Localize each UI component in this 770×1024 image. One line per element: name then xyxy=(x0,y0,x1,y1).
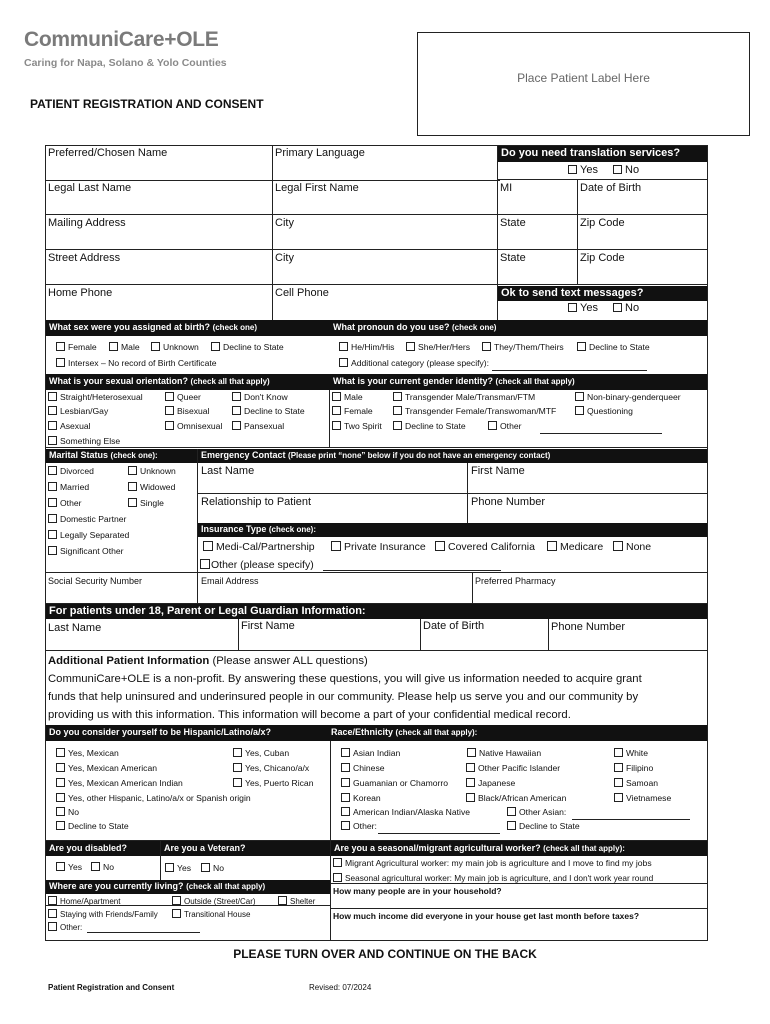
cell-phone-label: Cell Phone xyxy=(275,287,329,299)
form-title: PATIENT REGISTRATION AND CONSENT xyxy=(30,97,264,111)
emergency-last-name-label: Last Name xyxy=(201,465,255,477)
race-decline-label: Decline to State xyxy=(519,821,580,831)
pronoun-she-option[interactable] xyxy=(406,342,470,352)
living-other-option[interactable] xyxy=(48,922,82,932)
orientation-omnisexual-option[interactable] xyxy=(165,421,222,431)
marital-widowed-option[interactable] xyxy=(128,482,175,492)
seasonal-header-note: (check all that apply): xyxy=(543,844,625,853)
marital-unknown-label: Unknown xyxy=(140,466,176,476)
gender-other-line[interactable] xyxy=(540,433,662,434)
hispanic-chicano-option[interactable] xyxy=(233,763,309,773)
sex-male-label: Male xyxy=(121,342,140,352)
hispanic-mex-american-label: Yes, Mexican American xyxy=(68,763,158,773)
footer-form-name: Patient Registration and Consent xyxy=(48,983,175,992)
marital-unknown-option[interactable] xyxy=(128,466,176,476)
race-chinese-option[interactable] xyxy=(341,763,385,773)
gender-trans-female-option[interactable] xyxy=(393,406,556,416)
race-header-note: (check all that apply): xyxy=(395,728,478,737)
street-zip-label: Zip Code xyxy=(580,252,625,264)
orientation-header-note: (check all that apply) xyxy=(190,377,270,386)
hispanic-cuban-label: Yes, Cuban xyxy=(245,748,290,758)
marital-separated-label: Legally Separated xyxy=(60,530,130,540)
sex-decline-option[interactable] xyxy=(211,342,284,352)
additional-info-paragraph xyxy=(48,652,708,724)
insurance-medical-label: Medi-Cal/Partnership xyxy=(216,541,315,553)
pharmacy-label: Preferred Pharmacy xyxy=(475,576,556,586)
gender-header-text: What is your current gender identity? xyxy=(333,376,494,386)
race-korean-option[interactable] xyxy=(341,793,381,803)
race-header-text: Race/Ethnicity xyxy=(331,727,394,737)
emergency-relationship-label: Relationship to Patient xyxy=(201,496,312,508)
translation-no-option[interactable] xyxy=(613,164,639,176)
race-korean-label: Korean xyxy=(353,793,381,803)
gender-nonbinary-option[interactable] xyxy=(575,392,681,402)
insurance-covered-option[interactable] xyxy=(435,541,535,553)
pronoun-he-option[interactable] xyxy=(339,342,394,352)
marital-significant-option[interactable] xyxy=(48,546,124,556)
gender-other-label: Other xyxy=(500,421,522,431)
guardian-phone-label: Phone Number xyxy=(551,621,625,633)
gender-trans-female-label: Transgender Female/Transwoman/MTF xyxy=(405,406,557,416)
race-white-label: White xyxy=(626,748,648,758)
seasonal-migrant-option[interactable] xyxy=(333,858,652,868)
living-transitional-option[interactable] xyxy=(172,909,250,919)
hispanic-other-label: Yes, other Hispanic, Latino/a/x or Spanish origin xyxy=(68,793,251,803)
sex-header-text: What sex were you assigned at birth? xyxy=(49,322,211,332)
hispanic-cuban-option[interactable] xyxy=(233,748,289,758)
hispanic-race-header xyxy=(46,725,707,741)
emergency-first-name-label: First Name xyxy=(471,465,525,477)
pronoun-they-option[interactable] xyxy=(482,342,564,352)
race-native-option[interactable] xyxy=(341,807,470,817)
insurance-header-note: (check one): xyxy=(268,525,316,534)
insurance-none-option[interactable] xyxy=(613,541,651,553)
guardian-last-name-label: Last Name xyxy=(48,622,102,634)
insurance-medicare-option[interactable] xyxy=(547,541,603,553)
gender-two-spirit-label: Two Spirit xyxy=(344,421,382,431)
mailing-city-label: City xyxy=(275,217,294,229)
insurance-other-option[interactable] xyxy=(200,559,314,571)
pronoun-he-label: He/Him/His xyxy=(351,342,395,352)
living-shelter-option[interactable] xyxy=(278,896,315,906)
living-header-note: (check all that apply) xyxy=(186,882,266,891)
org-tagline: Caring for Napa, Solano & Yolo Counties xyxy=(24,57,227,69)
race-asian-indian-option[interactable] xyxy=(341,748,400,758)
marital-divorced-label: Divorced xyxy=(60,466,94,476)
orientation-pansexual-label: Pansexual xyxy=(244,421,285,431)
footer-revised: Revised: 07/2024 xyxy=(309,983,372,992)
hispanic-mex-indian-option[interactable] xyxy=(56,778,183,788)
translation-question: Do you need translation services? xyxy=(498,146,707,162)
translation-yes-label: Yes xyxy=(580,164,598,176)
pronoun-header-text: What pronoun do you use? xyxy=(333,322,450,332)
insurance-other-label: Other (please specify) xyxy=(211,559,314,571)
sex-unknown-option[interactable] xyxy=(151,342,199,352)
veteran-no-option[interactable] xyxy=(201,863,224,873)
hispanic-no-option[interactable] xyxy=(56,807,79,817)
legal-first-name-label: Legal First Name xyxy=(275,182,359,194)
sex-female-option[interactable] xyxy=(56,342,97,352)
orientation-lesbian-option[interactable] xyxy=(48,406,108,416)
orientation-gender-header xyxy=(46,374,707,390)
text-yes-label: Yes xyxy=(580,302,598,314)
seasonal-header-text: Are you a seasonal/migrant agricultural worker? xyxy=(334,843,541,853)
race-pacific-option[interactable] xyxy=(466,763,560,773)
race-vietnamese-option[interactable] xyxy=(614,793,671,803)
hispanic-puerto-option[interactable] xyxy=(233,778,313,788)
race-filipino-label: Filipino xyxy=(626,763,654,773)
marital-domestic-label: Domestic Partner xyxy=(60,514,127,524)
street-address-label: Street Address xyxy=(48,252,121,264)
gender-questioning-option[interactable] xyxy=(575,406,633,416)
emergency-header-note: (Please print “none” below if you do not have an emergency contact) xyxy=(288,451,551,460)
pronoun-she-label: She/Her/Hers xyxy=(418,342,471,352)
orientation-else-option[interactable] xyxy=(48,436,120,446)
living-home-option[interactable] xyxy=(48,896,120,906)
living-outside-label: Outside (Street/Car) xyxy=(184,897,256,906)
additional-info-line-1: CommuniCare+OLE is a non-profit. By answering these questions, you will give us information needed to acquire grant xyxy=(48,673,642,685)
hispanic-chicano-label: Yes, Chicano/a/x xyxy=(245,763,310,773)
additional-info-line-2: funds that help uninsured and underinsured people in our community. Please help us serve you and our community by xyxy=(48,691,639,703)
race-other-asian-label: Other Asian: xyxy=(519,807,567,817)
race-guam-option[interactable] xyxy=(341,778,448,788)
race-other-option[interactable] xyxy=(341,821,377,831)
text-yes-option[interactable] xyxy=(568,302,598,314)
gender-male-label: Male xyxy=(344,392,363,402)
living-other-label: Other: xyxy=(60,923,83,932)
primary-language-label: Primary Language xyxy=(275,147,365,159)
living-home-label: Home/Apartment xyxy=(60,897,121,906)
guardian-first-name-label: First Name xyxy=(241,620,295,632)
insurance-header-text: Insurance Type xyxy=(201,524,267,534)
dob-label: Date of Birth xyxy=(580,182,642,194)
hispanic-decline-option[interactable] xyxy=(56,821,129,831)
orientation-asexual-option[interactable] xyxy=(48,421,91,431)
race-header xyxy=(331,727,477,737)
text-no-label: No xyxy=(625,302,640,314)
pronoun-decline-label: Decline to State xyxy=(589,342,650,352)
living-transitional-label: Transitional House xyxy=(184,910,251,919)
seasonal-seasonal-label: Seasonal agricultural worker: My main job is agriculture, and I don't work year round xyxy=(345,873,654,883)
race-guam-label: Guamanian or Chamorro xyxy=(353,778,449,788)
hispanic-no-label: No xyxy=(68,807,79,817)
race-other-asian-line[interactable] xyxy=(572,819,690,820)
legal-last-name-label: Legal Last Name xyxy=(48,182,132,194)
turn-over-notice: PLEASE TURN OVER AND CONTINUE ON THE BACK xyxy=(233,947,537,961)
race-black-option[interactable] xyxy=(466,793,566,803)
marital-significant-label: Significant Other xyxy=(60,546,124,556)
race-japanese-label: Japanese xyxy=(478,778,516,788)
additional-info-line-3: providing us with this information. This information will become a part of your confidential medical record. xyxy=(48,709,571,721)
marital-header-text: Marital Status xyxy=(49,450,109,460)
orientation-decline-label: Decline to State xyxy=(244,406,305,416)
race-japanese-option[interactable] xyxy=(466,778,515,788)
insurance-medical-option[interactable] xyxy=(203,541,315,553)
orientation-decline-option[interactable] xyxy=(232,406,305,416)
disabled-no-option[interactable] xyxy=(91,862,114,872)
gender-two-spirit-option[interactable] xyxy=(332,421,382,431)
gender-female-option[interactable] xyxy=(332,406,373,416)
orientation-queer-label: Queer xyxy=(177,392,201,402)
orientation-straight-label: Straight/Heterosexual xyxy=(60,392,143,402)
race-hawaiian-label: Native Hawaiian xyxy=(479,748,542,758)
disabled-yes-option[interactable] xyxy=(56,862,82,872)
living-shelter-label: Shelter xyxy=(290,897,316,906)
text-no-option[interactable] xyxy=(613,302,639,314)
pronoun-additional-option[interactable] xyxy=(339,358,489,368)
sex-intersex-option[interactable] xyxy=(56,358,217,368)
race-other-asian-option[interactable] xyxy=(507,807,566,817)
orientation-header-text: What is your sexual orientation? xyxy=(49,376,189,386)
additional-info-title: Additional Patient Information xyxy=(48,655,210,667)
race-samoan-option[interactable] xyxy=(614,778,658,788)
orientation-asexual-label: Asexual xyxy=(60,421,91,431)
emergency-header-text: Emergency Contact xyxy=(201,450,286,460)
hispanic-other-option[interactable] xyxy=(56,793,251,803)
orientation-lesbian-label: Lesbian/Gay xyxy=(60,406,109,416)
sex-intersex-label: Intersex – No record of Birth Certificate xyxy=(68,358,217,368)
marital-header xyxy=(46,449,197,463)
orientation-pansexual-option[interactable] xyxy=(232,421,284,431)
pronoun-decline-option[interactable] xyxy=(577,342,650,352)
race-chinese-label: Chinese xyxy=(353,763,385,773)
disabled-header: Are you disabled? xyxy=(46,841,160,856)
preferred-name-label: Preferred/Chosen Name xyxy=(48,147,168,159)
orientation-queer-option[interactable] xyxy=(165,392,201,402)
street-state-label: State xyxy=(500,252,526,264)
race-vietnamese-label: Vietnamese xyxy=(626,793,672,803)
pronoun-additional-line[interactable] xyxy=(492,370,647,371)
race-other-line[interactable] xyxy=(378,833,500,834)
living-header xyxy=(46,880,330,894)
translation-no-label: No xyxy=(625,164,640,176)
marital-separated-option[interactable] xyxy=(48,530,129,540)
race-other-label: Other: xyxy=(353,821,377,831)
living-friends-option[interactable] xyxy=(48,909,158,919)
living-other-line[interactable] xyxy=(87,932,200,933)
mailing-address-label: Mailing Address xyxy=(48,217,126,229)
race-black-label: Black/African American xyxy=(478,793,567,803)
race-native-label: American Indian/Alaska Native xyxy=(353,807,471,817)
mi-label: MI xyxy=(500,182,513,194)
sex-pronoun-header xyxy=(46,320,707,336)
hispanic-decline-label: Decline to State xyxy=(68,821,129,831)
marital-married-label: Married xyxy=(60,482,90,492)
emergency-header xyxy=(198,449,707,463)
gender-nonbinary-label: Non-binary-genderqueer xyxy=(587,392,681,402)
hispanic-mexican-option[interactable] xyxy=(56,748,119,758)
sex-male-option[interactable] xyxy=(109,342,140,352)
insurance-private-option[interactable] xyxy=(331,541,426,553)
marital-widowed-label: Widowed xyxy=(140,482,176,492)
veteran-no-label: No xyxy=(213,863,224,873)
insurance-none-label: None xyxy=(626,541,652,553)
living-friends-label: Staying with Friends/Family xyxy=(60,910,158,919)
gender-header xyxy=(333,376,575,386)
insurance-header xyxy=(198,523,707,537)
orientation-omnisexual-label: Omnisexual xyxy=(177,421,223,431)
seasonal-seasonal-option[interactable] xyxy=(333,873,653,883)
seasonal-migrant-label: Migrant Agricultural worker: my main job is agriculture and I move to find my jobs xyxy=(345,858,652,868)
sex-female-label: Female xyxy=(68,342,97,352)
sex-decline-label: Decline to State xyxy=(223,342,284,352)
mailing-state-label: State xyxy=(500,217,526,229)
orientation-bisexual-option[interactable] xyxy=(165,406,209,416)
sex-header-note: (check one) xyxy=(212,323,258,332)
marital-other-option[interactable] xyxy=(48,498,82,508)
org-logo-name: CommuniCare+OLE xyxy=(24,28,219,51)
insurance-medicare-label: Medicare xyxy=(560,541,604,553)
pronoun-they-label: They/Them/Theirs xyxy=(494,342,564,352)
gender-trans-male-option[interactable] xyxy=(393,392,535,402)
gender-female-label: Female xyxy=(344,406,373,416)
insurance-covered-label: Covered California xyxy=(448,541,535,553)
marital-header-note: (check one): xyxy=(110,451,158,460)
guardian-header: For patients under 18, Parent or Legal Guardian Information: xyxy=(46,604,707,619)
hispanic-mex-indian-label: Yes, Mexican American Indian xyxy=(68,778,183,788)
marital-domestic-option[interactable] xyxy=(48,514,126,524)
gender-other-option[interactable] xyxy=(488,421,522,431)
marital-divorced-option[interactable] xyxy=(48,466,94,476)
race-decline-option[interactable] xyxy=(507,821,580,831)
label-placeholder: Place Patient Label Here xyxy=(517,71,650,85)
gender-questioning-label: Questioning xyxy=(587,406,633,416)
hispanic-mex-american-option[interactable] xyxy=(56,763,157,773)
pronoun-header-note: (check one) xyxy=(452,323,497,332)
translation-yes-option[interactable] xyxy=(568,164,598,176)
race-white-option[interactable] xyxy=(614,748,648,758)
hispanic-header-text: Do you consider yourself to be Hispanic/Latino/a/x? xyxy=(49,727,272,737)
mailing-zip-label: Zip Code xyxy=(580,217,625,229)
orientation-dont-know-option[interactable] xyxy=(232,392,288,402)
hispanic-mexican-label: Yes, Mexican xyxy=(68,748,119,758)
gender-header-note: (check all that apply) xyxy=(495,377,575,386)
email-label: Email Address xyxy=(201,576,259,586)
gender-decline-label: Decline to State xyxy=(405,421,466,431)
race-asian-indian-label: Asian Indian xyxy=(353,748,401,758)
text-messages-question: Ok to send text messages? xyxy=(498,286,707,301)
disabled-yes-label: Yes xyxy=(68,862,83,872)
orientation-dont-know-label: Don't Know xyxy=(244,392,288,402)
marital-single-option[interactable] xyxy=(128,498,164,508)
orientation-else-label: Something Else xyxy=(60,436,121,446)
orientation-bisexual-label: Bisexual xyxy=(177,406,210,416)
veteran-yes-option[interactable] xyxy=(165,863,191,873)
veteran-yes-label: Yes xyxy=(177,863,192,873)
patient-label-box xyxy=(417,32,750,136)
race-filipino-option[interactable] xyxy=(614,763,653,773)
ssn-label: Social Security Number xyxy=(48,576,143,586)
disabled-no-label: No xyxy=(103,862,114,872)
insurance-other-line[interactable] xyxy=(323,570,501,571)
race-samoan-label: Samoan xyxy=(626,778,659,788)
race-hawaiian-option[interactable] xyxy=(467,748,541,758)
marital-other-label: Other xyxy=(60,498,82,508)
gender-decline-option[interactable] xyxy=(393,421,466,431)
pronoun-additional-label: Additional category (please specify): xyxy=(351,358,490,368)
marital-married-option[interactable] xyxy=(48,482,89,492)
sex-unknown-label: Unknown xyxy=(163,342,199,352)
insurance-private-label: Private Insurance xyxy=(344,541,426,553)
guardian-dob-label: Date of Birth xyxy=(423,620,485,632)
veteran-header: Are you a Veteran? xyxy=(161,841,330,856)
home-phone-label: Home Phone xyxy=(48,287,113,299)
living-outside-option[interactable] xyxy=(172,896,256,906)
gender-trans-male-label: Transgender Male/Transman/FTM xyxy=(405,392,536,402)
seasonal-header xyxy=(331,841,707,856)
pronoun-header xyxy=(333,322,496,332)
household-income-label: How much income did everyone in your house get last month before taxes? xyxy=(333,911,640,921)
emergency-phone-label: Phone Number xyxy=(471,496,545,508)
additional-info-instruction: (Please answer ALL questions) xyxy=(212,655,368,667)
household-people-label: How many people are in your household? xyxy=(333,886,502,896)
marital-single-label: Single xyxy=(140,498,164,508)
street-city-label: City xyxy=(275,252,294,264)
living-header-text: Where are you currently living? xyxy=(49,881,184,891)
race-pacific-label: Other Pacific Islander xyxy=(478,763,561,773)
hispanic-puerto-label: Yes, Puerto Rican xyxy=(245,778,314,788)
orientation-straight-option[interactable] xyxy=(48,392,143,402)
gender-male-option[interactable] xyxy=(332,392,363,402)
